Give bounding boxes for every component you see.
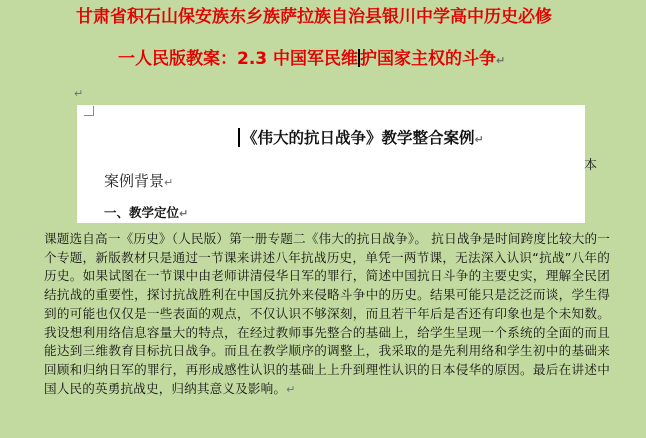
case-title — [238, 128, 484, 150]
case-background-label — [104, 170, 173, 191]
paragraph-mark: ↵ — [164, 176, 174, 189]
case-title-text: 《伟大的抗日战争》教学整合案例 — [242, 129, 475, 147]
title-text-2b: 护国家主权的斗争 — [360, 49, 497, 69]
body-paragraph-text: 课题选自高一《历史》（人民版）第一册专题二《伟大的抗日战争》。 抗日战争是时间跨度比较大的一个专题，新版教材只是通过一节课来讲述八年抗战历史，单凭一两节课，无法深入认识“抗战”八年的历史。如果试图在一节课中由老师讲清侵华日军的罪行，简述中国抗日斗争的主要史实，理解全民团结抗战的重要性，探讨抗战胜利在中国反抗外来侵略斗争中的历史。结果可能只是泛泛而谈，学生得到的可能也仅仅是一些表面的观点，不仅认识不够深刻，而且若干年后是否还有印象也是个未知数。我设想利用络信息容量大的特点，在经过教师事先整合的基础上，给学生呈现一个系统的全面的而且能达到三维教育目标抗日战争。而且在教学顺序的调整上，我采取的是先利用络和学生初中的基础来回顾和归纳日军的罪行，再形成感性认识的基础上上升到理性认识的日本侵华的原因。最后在讲述中国人民的英勇抗战史，归纳其意义及影响。 — [44, 231, 610, 396]
paragraph-mark: ↵ — [74, 87, 84, 100]
margin-corner-mark — [84, 106, 94, 116]
paragraph-mark: ↵ — [286, 382, 296, 396]
title-text-1: 甘肃省积石山保安族东乡族萨拉族自治县银川中学高中历史必修 — [76, 7, 552, 27]
title-line-2 — [118, 48, 505, 72]
title-line-1 — [76, 6, 552, 28]
paragraph-mark: ↵ — [496, 54, 506, 67]
body-paragraph — [44, 230, 610, 399]
section-heading — [104, 203, 188, 221]
overflow-char: 本 — [584, 158, 598, 173]
text-cursor — [238, 128, 240, 147]
paragraph-mark: ↵ — [474, 133, 484, 146]
section-heading-text: 一、教学定位 — [104, 205, 180, 220]
paragraph-mark: ↵ — [179, 207, 189, 220]
case-background-text: 案例背景 — [104, 172, 165, 190]
title-text-2a: 一人民版教案：2.3 中国军民维 — [118, 49, 359, 69]
